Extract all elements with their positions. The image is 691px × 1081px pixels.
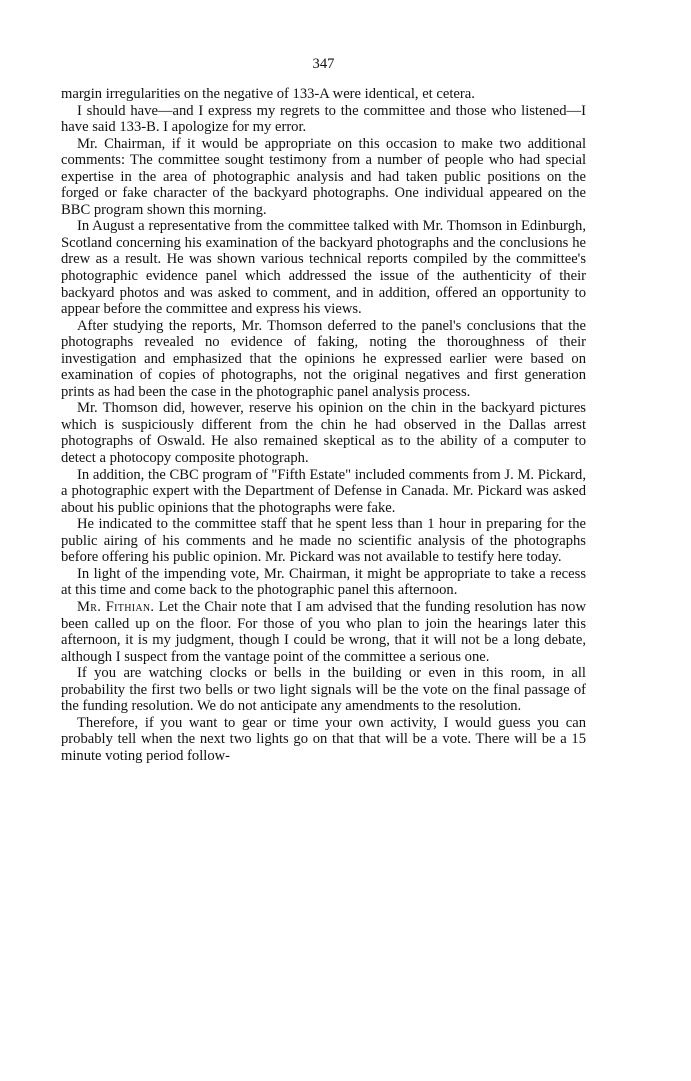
paragraph-5 (61, 318, 586, 401)
paragraph-text: In addition, the CBC program of "Fifth Estate" included comments from J. M. Pickard, a photographic expert with the Department of Defense in Canada. Mr. Pickard was asked about his public opinions that the photographs were fake. (61, 466, 586, 516)
paragraph-3 (61, 136, 586, 219)
paragraph-text: In light of the impending vote, Mr. Chairman, it might be appropriate to take a recess at this time and come back to the photographic panel this afternoon. (61, 565, 586, 599)
paragraph-9 (61, 566, 586, 599)
paragraph-text: Therefore, if you want to gear or time your own activity, I would guess you can probably tell when the next two lights go on that that will be a vote. There will be a 15 minute voting period follow- (61, 714, 586, 764)
paragraph-11 (61, 665, 586, 715)
paragraph-12 (61, 715, 586, 765)
paragraph-text: He indicated to the committee staff that he spent less than 1 hour in preparing for the public airing of his comments and he made no scientific analysis of the photographs before offering his public opinion. Mr. Pickard was not available to testify here today. (61, 516, 586, 566)
paragraph-4 (61, 218, 586, 317)
paragraph-7 (61, 467, 586, 517)
paragraph-text: If you are watching clocks or bells in the building or even in this room, in all probability the first two bells or two light signals will be the vote on the final passage of the funding resolution. We do not anticipate any amendments to the resolution. (61, 665, 586, 715)
paragraph-text: margin irregularities on the negative of 133-A were identical, et cetera. (61, 86, 475, 102)
page-number: 347 (312, 56, 335, 72)
paragraph-2 (61, 103, 586, 136)
paragraph-text: Let the Chair note that I am advised that the funding resolution has now been called up on the floor. For those of you who plan to join the hearings later this afternoon, it is my judgment, though I could be wrong, that it will not be a long debate, although I suspect from the vantage point of the committee a serious one. (61, 598, 586, 665)
paragraph-text: Mr. Chairman, if it would be appropriate on this occasion to make two additional comments: The committee sought testimony from a number of people who had special expertise in the area of photographic analysis and had taken public positions on the forged or fake character of the backyard photographs. One individual appeared on the BBC program shown this morning. (61, 135, 586, 218)
paragraph-text: Mr. Thomson did, however, reserve his opinion on the chin in the backyard pictures which is suspiciously different from the chin he had observed in the Dallas arrest photographs of Oswald. He also remained skeptical as to the ability of a computer to detect a photocopy composite photograph. (61, 400, 586, 467)
paragraph-6 (61, 400, 586, 466)
paragraph-text: After studying the reports, Mr. Thomson deferred to the panel's conclusions that the photographs revealed no evidence of faking, noting the thoroughness of their investigation and emphasized that the opinions he expressed earlier were based on examination of copies of photographs, not the original negatives and first generation prints as had been the case in the photographic panel analysis process. (61, 317, 586, 400)
document-page (61, 56, 586, 764)
paragraph-10 (61, 599, 586, 665)
paragraph-text: In August a representative from the committee talked with Mr. Thomson in Edinburgh, Scotland concerning his examination of the backyard photographs and the conclusions he drew as a result. He was shown various technical reports compiled by the committee's photographic evidence panel which addressed the issue of the authenticity of their backyard photos and was asked to comment, and in addition, offered an opportunity to appear before the committee and express his views. (61, 218, 586, 318)
paragraph-text: I should have—and I express my regrets to the committee and those who listened—I have said 133-B. I apologize for my error. (61, 102, 586, 136)
paragraph-8 (61, 516, 586, 566)
paragraph-1 (61, 86, 586, 103)
speaker-name: Mr. Fithian. (77, 598, 155, 615)
